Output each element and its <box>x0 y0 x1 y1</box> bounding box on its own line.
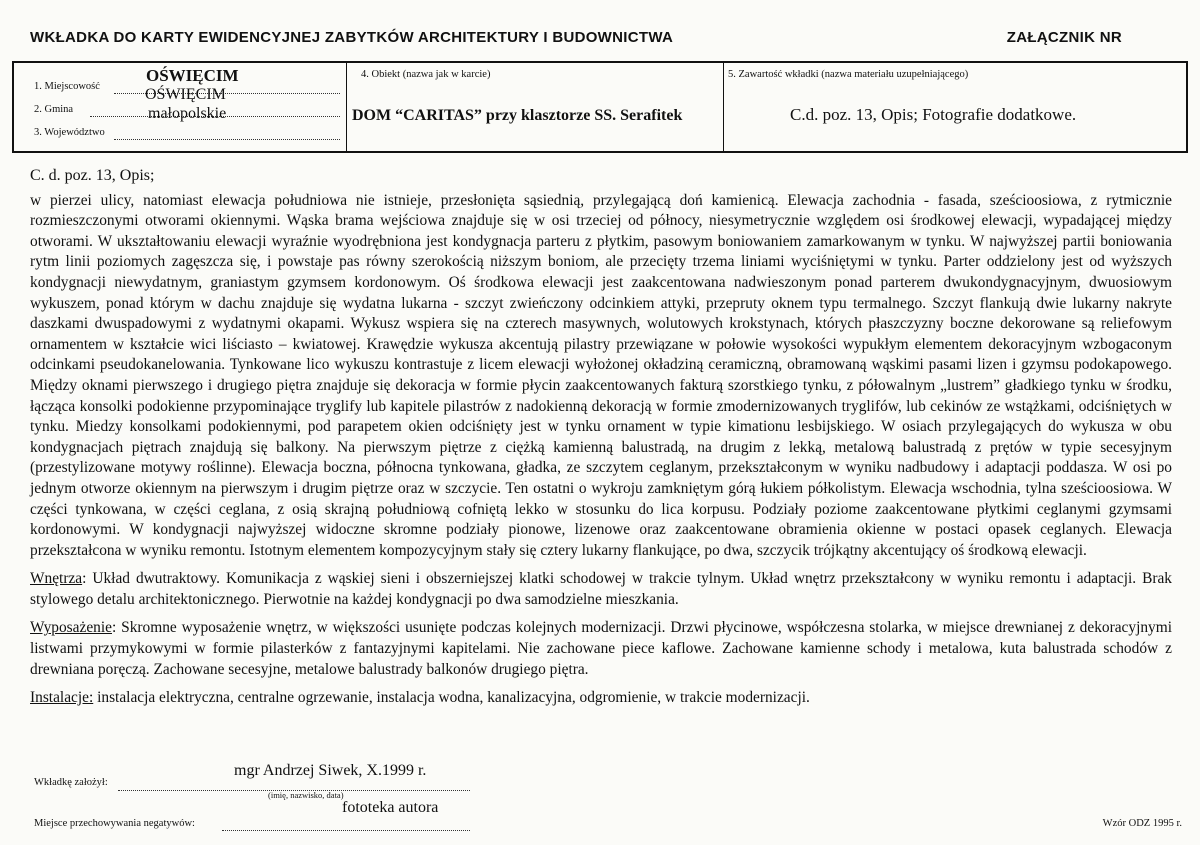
zalozyl-value: mgr Andrzej Siwek, X.1999 r. <box>234 762 427 779</box>
wojewodztwo-value: małopolskie <box>148 105 227 122</box>
instalacje-section <box>30 688 1172 709</box>
column-divider <box>346 63 347 151</box>
miejscowosc-value: OŚWIĘCIM <box>146 66 239 85</box>
obiekt-label: 4. Obiekt (nazwa jak w karcie) <box>361 69 491 80</box>
column-divider <box>723 63 724 151</box>
wzor-label: Wzór ODZ 1995 r. <box>1102 818 1182 829</box>
description-paragraph: w pierzei ulicy, natomiast elewacja południowa nie istnieje, przesłonięta sąsiednią, przylegającą doń kamienicą. Elewacja zachodnia - fasada, sześcioosiowa, z rytmicznie rozmieszczonymi otworami okiennymi. Wąska brama wejściowa znajduje się w osi trzeciej od północy, niesymetrycznie względem osi środkowej elewacji, wypadającej między otworami. W ukształtowaniu elewacji wyraźnie wyodrębniona jest kondygnacja parteru z płytkim, pasowym boniowaniem zamarkowanym w tynku. W najwyższej partii boniowania rytm linii poziomych zagęszcza się, i powstaje pas równy szerokością niższym boniom, ale przecięty trzema liniami wyciśniętymi w tynku. Parter oddzielony jest od wyższych kondygnacji niewydatnym, graniastym gzymsem kordonowym. Oś środkowa elewacji jest zaakcentowana nadwieszonym ponad parterem dwukondygnacyjnym, dwuosiowym wykuszem, ponad którym w dachu znajduje się wydatna lukarna - szczyt zwieńczony odcinkiem attyki, przepruty oknem typu termalnego. Szczyt flankują dwie lukarny nakryte daszkami dwuspadowymi z wydatnymi okapami. Wykusz wspiera się na czterech masywnych, wolutowych krokstynach, których płaszczyzny boczne dekorowane są reliefowym ornamentem w kształcie wici liściasto – kwiatowej. Krawędzie wykusza akcentują pilastry przewiązane w połowie wysokości wypukłym elementem dekoracyjnym wzbogaconym odcinkami pseudokanelowania. Tynkowane lico wykuszu kontrastuje z licem elewacji wyłożonej okładziną ceramiczną, obramowaną wąskimi pasami lizen i gzymsu podokapowego. Między oknami pierwszego i drugiego piętra znajduje się dekoracja w formie płycin zaakcentowanych fakturą szorstkiego tynku, z półowalnym „lustrem” gładkiego tynku w środku, łącząca konsolki podokienne przypominające tryglify lub kapitele pilastrów z nadokienną dekoracją w formie zmodernizowanych tryglifów, lub cekinów ze wstążkami, odciśniętych w tynku. Miedzy konsolkami podokiennymi, pod parapetem okien odciśnięty jest w tynku ornament w typie kimationu lesbijskiego. W osiach przylegających do wykusza w obu kondygnacjach piętrach znajdują się balkony. Na pierwszym piętrze z ciężką kamienną balustradą, na drugim z lekką, metalową balustradą z prętów w typie secesyjnym (przestylizowane motywy roślinne). Elewacja boczna, północna tynkowana, gładka, ze szczytem ceglanym, przekształconym w wyniku nadbudowy i adaptacji poddasza. W osi po jednym otworze okiennym na pierwszym i drugim piętrze oraz w szczycie. Ten ostatni o wykroju zamkniętym górą łukiem półkolistym. Elewacja wschodnia, tylna sześcioosiowa. W części tynkowana, w części ceglana, z osią skrajną południową cofniętą lekko w stosunku do lica korpusu. Podziały poziome zaakcentowane płytkimi ceglanymi gzymsami kordonowymi. W kondygnacji najwyższej widoczne skromne podziały pionowe, lizenowe oraz zaakcentowane obramienia okienne w postaci opasek ceglanych. Elewacja przekształcona w wyniku remontu. Istotnym elementem kompozycyjnym stały się cztery lukarny flankujące, po dwa, szczycik trójkątny akcentujący oś środkową elewacji. <box>30 191 1172 559</box>
wnetrza-label: Wnętrza <box>30 570 83 588</box>
instalacje-text: instalacja elektryczna, centralne ogrzewanie, instalacja wodna, kanalizacyjna, odgromienie, w trakcie modernizacji. <box>93 689 810 707</box>
wojewodztwo-label: 3. Województwo <box>34 127 105 138</box>
identification-box <box>12 61 1188 153</box>
zawartosc-value: C.d. poz. 13, Opis; Fotografie dodatkowe. <box>790 105 1077 124</box>
miejscowosc-label: 1. Miejscowość <box>34 81 100 92</box>
intro-line: C. d. poz. 13, Opis; <box>30 167 155 184</box>
wyposazenie-label: Wyposażenie <box>30 619 112 637</box>
form-title: WKŁADKA DO KARTY EWIDENCYJNEJ ZABYTKÓW ARCHITEKTURY I BUDOWNICTWA <box>30 29 674 46</box>
negatywy-value: fototeka autora <box>342 799 439 816</box>
zalozyl-hint: (imię, nazwisko, data) <box>268 790 344 800</box>
instalacje-label: Instalacje: <box>30 689 94 707</box>
wojewodztwo-dotted-line <box>114 139 340 140</box>
zalozyl-label: Wkładkę założył: <box>34 777 108 788</box>
gmina-label: 2. Gmina <box>34 104 74 115</box>
gmina-value: OŚWIĘCIM <box>145 86 226 103</box>
negatywy-label: Miejsce przechowywania negatywów: <box>34 818 195 829</box>
wyposazenie-text: : Skromne wyposażenie wnętrz, w większości usunięte podczas kolejnych modernizacji. Drzwi płycinowe, współczesna stolarka, w miejsce drewnianej z dekoracyjnymi listwami przymykowymi w formie pilasterków z fantazyjnymi kapitelami. Nie zachowane piece kaflowe. Zachowane kamienne schody i metalowa, kuta balustrada schodów z drewniana poręczą. Zachowane secesyjne, metalowe balustrady balkonów drugiego piętra. <box>30 619 1172 678</box>
negatywy-dotted-line <box>222 830 470 831</box>
wnetrza-section <box>30 569 1172 610</box>
annex-label: ZAŁĄCZNIK NR <box>1006 29 1122 46</box>
wnetrza-text: : Układ dwutraktowy. Komunikacja z wąskiej sieni i obszerniejszej klatki schodowej w trakcie tylnym. Układ wnętrz przekształcony w wyniku remontu i adaptacji. Brak stylowego detalu architektonicznego. Pierwotnie na każdej kondygnacji po dwa samodzielne mieszkania. <box>30 570 1172 608</box>
zawartosc-label: 5. Zawartość wkładki (nazwa materiału uzupełniającego) <box>728 69 969 80</box>
wyposazenie-section <box>30 618 1172 680</box>
description-body <box>30 166 1172 709</box>
obiekt-value: DOM “CARITAS” przy klasztorze SS. Serafitek <box>352 107 683 124</box>
